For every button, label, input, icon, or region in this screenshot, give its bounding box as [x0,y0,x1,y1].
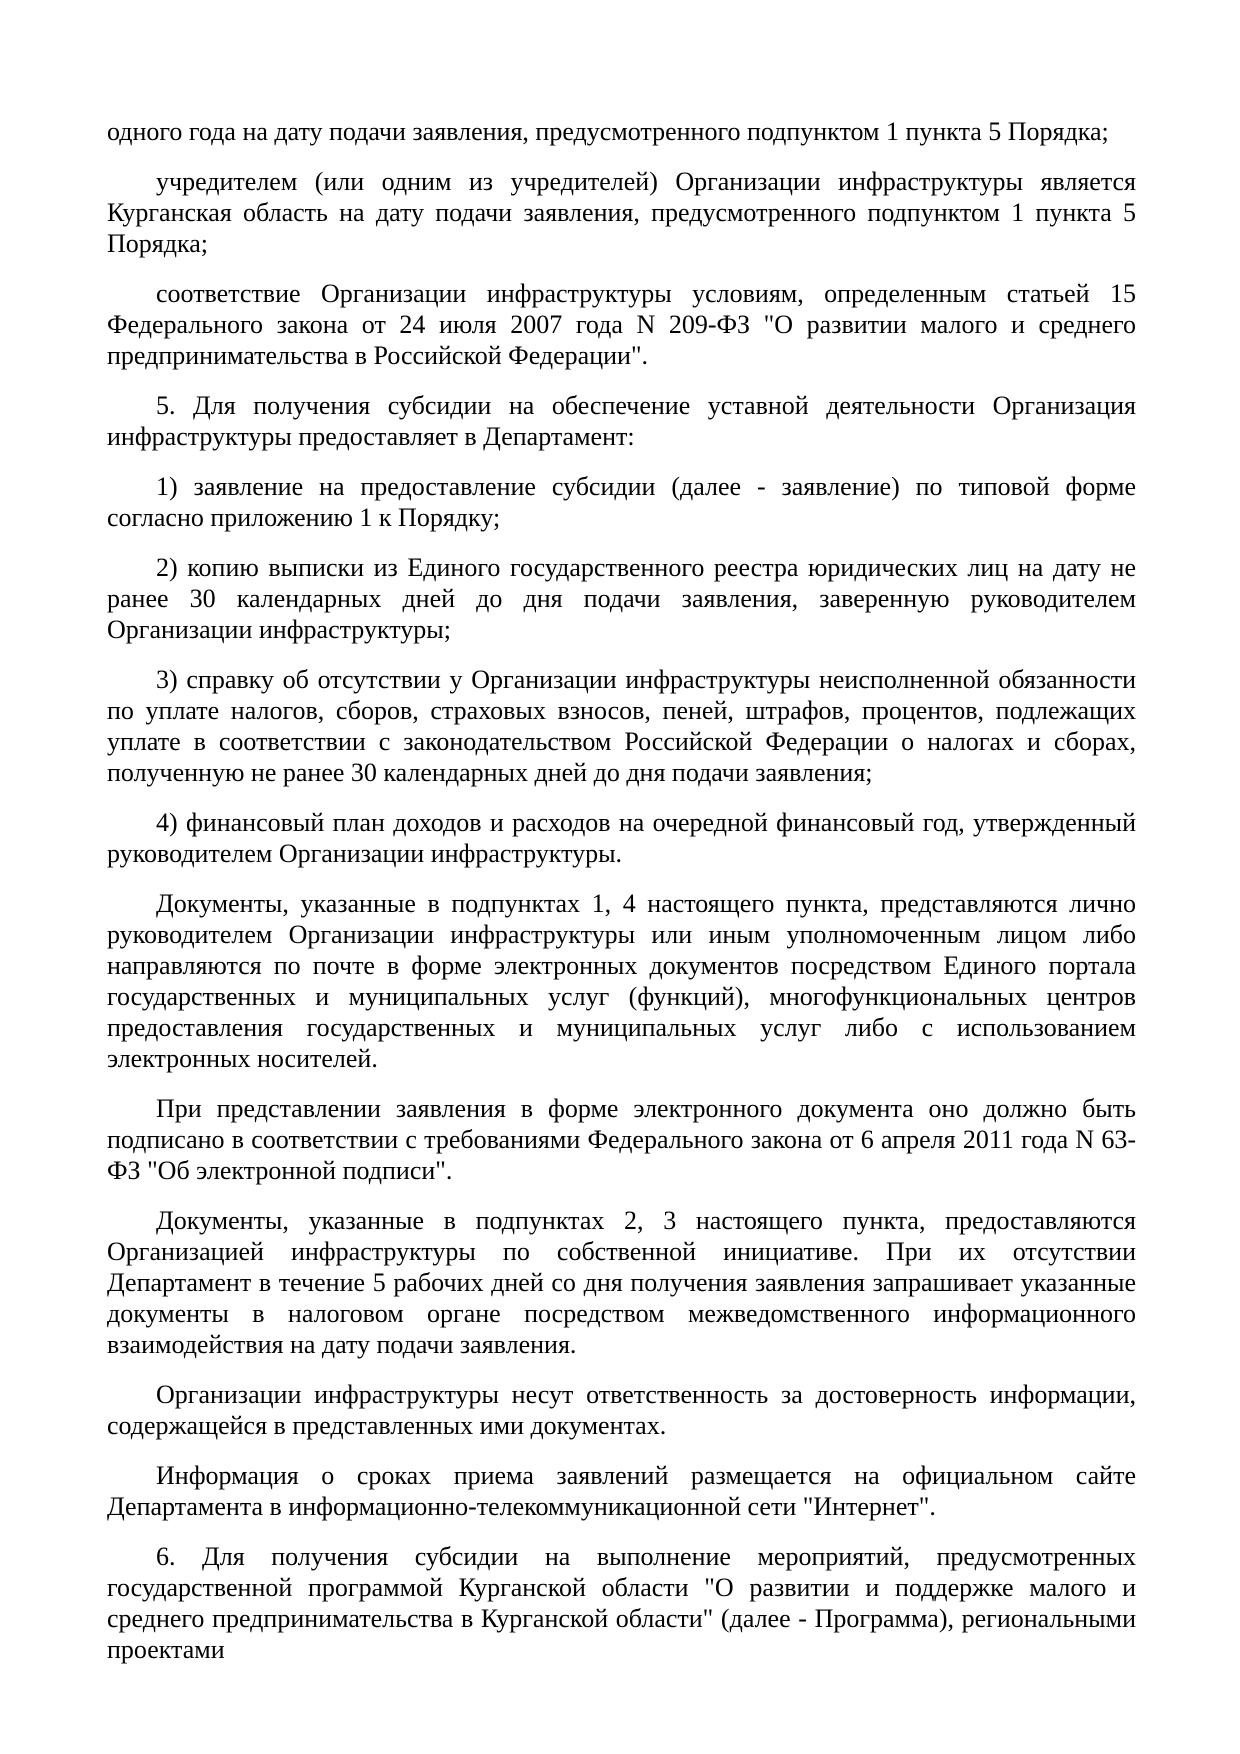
paragraph: одного года на дату подачи заявления, предусмотренного подпунктом 1 пункта 5 Порядка; [107,117,1109,146]
paragraph: 4) финансовый план доходов и расходов на очередной финансовый год, утвержденный руководителем Организации инфраструктуры. [107,808,1136,868]
paragraph: Документы, указанные в подпунктах 2, 3 настоящего пункта, предоставляются Организацией инфраструктуры по собственной инициативе. При их отсутствии Департамент в течение 5 рабочих дней со дня получения заявления запрашивает указанные документы в налоговом органе посредством межведомственного информационного взаимодействия на дату подачи заявления. [107,1206,1136,1359]
paragraph: 3) справку об отсутствии у Организации инфраструктуры неисполненной обязанности по уплате налогов, сборов, страховых взносов, пеней, штрафов, процентов, подлежащих уплате в соответствии с законодательством Российской Федерации о налогах и сборах, полученную не ранее 30 календарных дней до дня подачи заявления; [107,665,1136,787]
paragraph: 2) копию выписки из Единого государственного реестра юридических лиц на дату не ранее 30 календарных дней до дня подачи заявления, заверенную руководителем Организации инфраструктуры; [107,553,1136,644]
paragraph: соответствие Организации инфраструктуры условиям, определенным статьей 15 Федерального закона от 24 июля 2007 года N 209-ФЗ "О развитии малого и среднего предпринимательства в Российской Федерации". [107,279,1136,370]
paragraph: При представлении заявления в форме электронного документа оно должно быть подписано в соответствии с требованиями Федерального закона от 6 апреля 2011 года N 63-ФЗ "Об электронной подписи". [107,1094,1136,1185]
paragraph: Организации инфраструктуры несут ответственность за достоверность информации, содержащейся в представленных ими документах. [107,1380,1136,1440]
paragraph: Информация о сроках приема заявлений размещается на официальном сайте Департамента в информационно-телекоммуникационной сети "Интернет". [107,1461,1136,1521]
document-body [107,116,1136,1665]
paragraph: 1) заявление на предоставление субсидии (далее - заявление) по типовой форме согласно приложению 1 к Порядку; [107,472,1136,532]
paragraph: 5. Для получения субсидии на обеспечение уставной деятельности Организация инфраструктуры предоставляет в Департамент: [107,391,1136,451]
paragraph: 6. Для получения субсидии на выполнение мероприятий, предусмотренных государственной программой Курганской области "О развитии и поддержке малого и среднего предпринимательства в Курганской области" (далее - Программа), региональными проектами [107,1542,1136,1664]
paragraph: учредителем (или одним из учредителей) Организации инфраструктуры является Курганская область на дату подачи заявления, предусмотренного подпунктом 1 пункта 5 Порядка; [107,167,1136,258]
paragraph: Документы, указанные в подпунктах 1, 4 настоящего пункта, представляются лично руководителем Организации инфраструктуры или иным уполномоченным лицом либо направляются по почте в форме электронных документов посредством Единого портала государственных и муниципальных услуг (функций), многофункциональных центров предоставления государственных и муниципальных услуг либо с использованием электронных носителей. [107,889,1136,1073]
